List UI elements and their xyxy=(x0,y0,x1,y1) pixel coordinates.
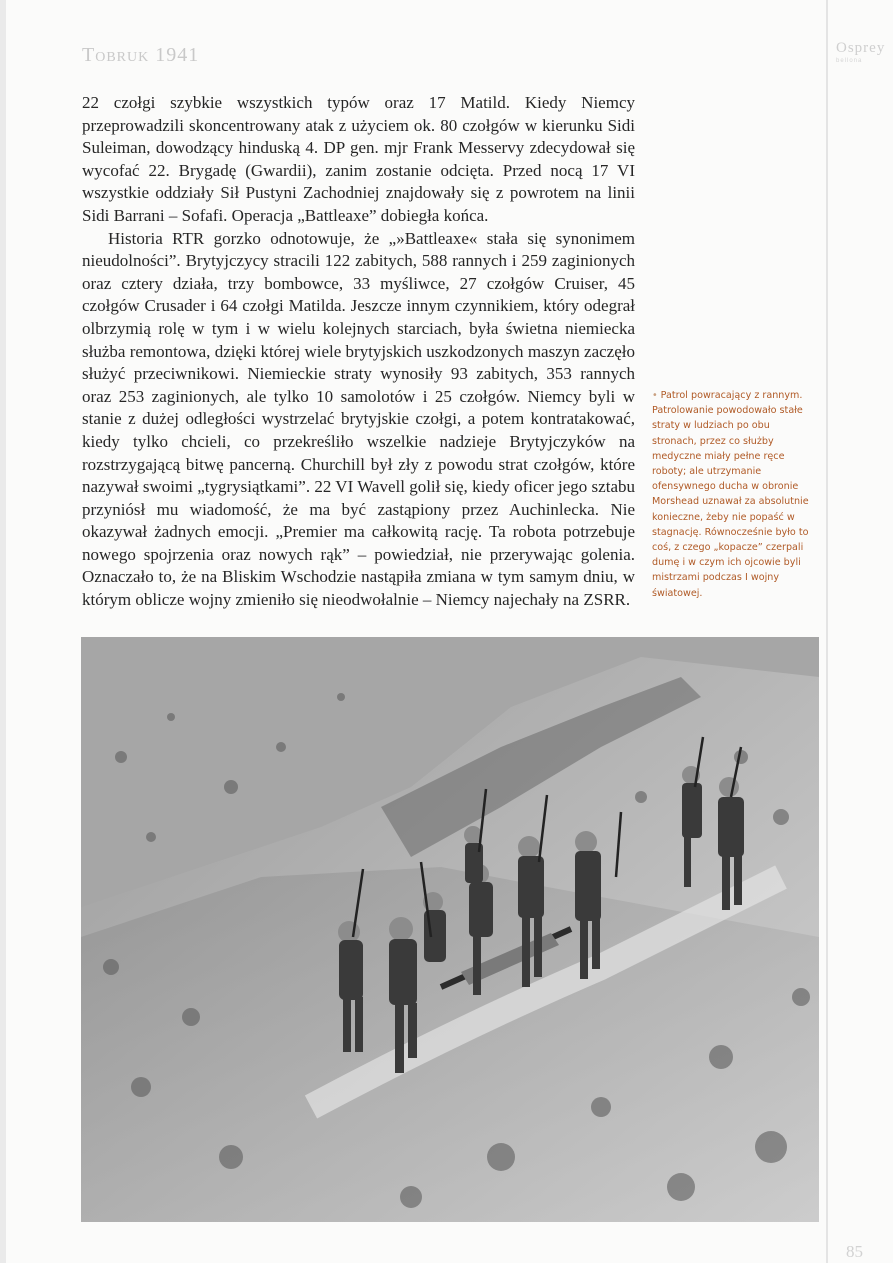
paragraph: 22 czołgi szybkie wszystkich typów oraz 17 Matild. Kiedy Niemcy przeprowadzili skoncentrowany atak z użyciem ok. 80 czołgów w kierunku Sidi Suleiman, dowodzący hinduską 4. DP gen. mjr Frank Messervy zdecydował się wycofać 22. Brygadę (Gwardii), zanim zostanie odcięta. Przed nocą 17 VI wszystkie oddziały Sił Pustyni Zachodniej znajdowały się z powrotem na linii Sidi Barrani – Sofafi. Operacja „Battleaxe” dobiegła końca. xyxy=(82,93,635,225)
page-number: 85 xyxy=(846,1242,863,1261)
paragraph: Historia RTR gorzko odnotowuje, że „»Battleaxe« stała się synonimem nieudolności”. Brytyjczycy stracili 122 zabitych, 588 rannych i 259 zaginionych oraz cztery działa, trzy bombowce, 33 myśliwce, 27 czołgów Cruiser, 45 czołgów Crusader i 64 czołgi Matilda. Jeszcze innym czynnikiem, który odegrał olbrzymią rolę w tym i w wielu kolejnych starciach, była świetna niemiecka służba remontowa, dzięki której wiele brytyjskich uszkodzonych maszyn zaczęło służyć przeciwnikowi. Niemieckie straty wynosiły 93 zabitych, 353 rannych oraz 253 zaginionych, ale tylko 10 samolotów i 25 czołgów. Niemcy byli w stanie z dużej odległości wystrzelać brytyjskie czołgi, a potem kontratakować, kiedy tylko chcieli, co przekreśliło wszelkie nadzieje Brytyjczyków na rozstrzygającą bitwę pancerną. Churchill był zły z powodu strat czołgów, które nazywał swoimi „tygrysiątkami”. 22 VI Wavell golił się, kiedy oficer jego sztabu przyniósł mu wiadomość, że ma być zastąpiony przez Auchinlecka. Nie okazywał żadnych emocji. „Premier ma całkowitą rację. Ta robota potrzebuje nowego spojrzenia oraz nowych rąk” – powiedział, nie przerywając golenia. Oznaczało to, że na Bliskim Wschodzie nastąpiła zmiana w tym samym dniu, w którym oblicze wojny zmieniło się nieodwołalnie – Niemcy najechały na ZSRR. xyxy=(82,228,635,610)
caption-text: Patrol powracający z rannym. Patrolowanie powodowało stałe straty w ludziach po obu stronach, przez co służby medyczne miały pełne ręce roboty; ale utrzymanie ofensywnego ducha w obronie Morshead uznawał za absolutnie konieczne, żeby nie popaść w stagnację. Równocześnie było to coś, z czego „kopacze” czerpali dumę i w czym ich ojcowie byli mistrzami podczas I wojny światowej. xyxy=(652,390,809,599)
caption-bullet: • xyxy=(652,390,658,401)
scan-edge xyxy=(0,0,6,1263)
margin-rule xyxy=(826,0,828,1263)
body-text xyxy=(82,92,635,612)
running-title: Tobruk 1941 xyxy=(82,44,200,66)
photo-illustration xyxy=(81,637,819,1222)
publisher-logo: Osprey xyxy=(836,40,886,56)
photo-caption xyxy=(652,388,814,601)
stretcher-patrol-photo xyxy=(81,637,819,1222)
publisher-sublogo: bellona xyxy=(836,58,863,64)
